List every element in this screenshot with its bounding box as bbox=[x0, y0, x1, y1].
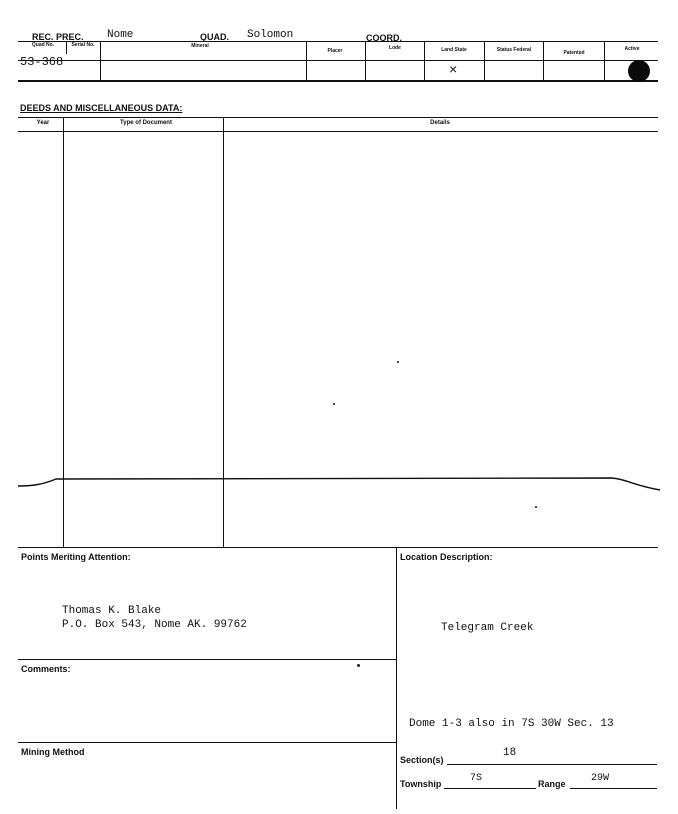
section-label: Section(s) bbox=[400, 755, 444, 765]
header-bottom-rule bbox=[18, 80, 658, 82]
header-col-sep-1 bbox=[66, 42, 67, 54]
header-col-sep-2 bbox=[100, 42, 101, 80]
header-col-sep-8 bbox=[604, 42, 605, 80]
deeds-heading: DEEDS AND MISCELLANEOUS DATA: bbox=[20, 103, 183, 113]
record-number: 53-368 bbox=[20, 55, 64, 69]
col-serial-no: Serial No. bbox=[71, 42, 95, 48]
col-active: Active bbox=[624, 46, 640, 52]
range-value: 29W bbox=[591, 773, 610, 784]
header-col-sep-7 bbox=[543, 42, 544, 80]
header-col-sep-3 bbox=[306, 42, 307, 80]
speck-mark bbox=[535, 506, 537, 508]
township-value: 7S bbox=[470, 773, 483, 784]
township-label: Township bbox=[400, 779, 442, 789]
quad-label: QUAD. bbox=[200, 32, 229, 42]
deeds-header-rule bbox=[18, 131, 658, 132]
header-col-sep-5 bbox=[424, 42, 425, 80]
section-fill-line bbox=[447, 764, 657, 765]
location-label: Location Description: bbox=[400, 552, 493, 562]
range-fill-line bbox=[570, 788, 657, 789]
deeds-col-type: Type of Document bbox=[120, 120, 172, 126]
rec-prec-label: REC. PREC. bbox=[32, 32, 84, 42]
location-note: Dome 1-3 also in 7S 30W Sec. 13 bbox=[409, 718, 614, 730]
rec-prec-value: Nome bbox=[107, 29, 134, 41]
points-line-2: P.O. Box 543, Nome AK. 99762 bbox=[62, 619, 247, 631]
comments-rule bbox=[18, 659, 396, 660]
land-state-mark: × bbox=[449, 63, 458, 79]
bottom-center-divider bbox=[396, 547, 397, 809]
speck-mark bbox=[357, 664, 360, 667]
section-value: 18 bbox=[503, 747, 517, 759]
bottom-section-rule bbox=[18, 547, 658, 548]
deeds-col-details: Details bbox=[430, 120, 450, 126]
header-col-sep-4 bbox=[365, 42, 366, 80]
comments-label: Comments: bbox=[21, 664, 71, 674]
col-quad-no: Quad No. bbox=[31, 42, 55, 48]
township-fill-line bbox=[444, 788, 536, 789]
quad-value: Solomon bbox=[247, 29, 294, 41]
header-top-rule bbox=[18, 41, 658, 42]
col-mineral: Mineral bbox=[191, 43, 209, 49]
header-mid-rule bbox=[18, 60, 658, 61]
mining-method-label: Mining Method bbox=[21, 747, 85, 757]
col-status-federal: Status Federal bbox=[496, 47, 532, 53]
mining-method-rule bbox=[18, 742, 396, 743]
header-col-sep-6 bbox=[484, 42, 485, 80]
coord-label: COORD. bbox=[366, 33, 402, 43]
speck-mark bbox=[397, 361, 399, 363]
points-line-1: Thomas K. Blake bbox=[62, 605, 162, 617]
col-placer: Placer bbox=[327, 48, 343, 54]
col-patented: Patented bbox=[563, 50, 585, 56]
speck-mark bbox=[333, 403, 335, 405]
deeds-col-year: Year bbox=[36, 120, 50, 126]
location-place: Telegram Creek bbox=[441, 622, 534, 634]
deeds-top-rule bbox=[18, 117, 658, 118]
active-filled-mark bbox=[628, 60, 650, 82]
hand-drawn-line bbox=[0, 470, 678, 500]
range-label: Range bbox=[538, 779, 566, 789]
col-land-state: Land State bbox=[441, 47, 467, 53]
col-lode: Lode bbox=[389, 45, 401, 51]
points-label: Points Meriting Attention: bbox=[21, 552, 131, 562]
